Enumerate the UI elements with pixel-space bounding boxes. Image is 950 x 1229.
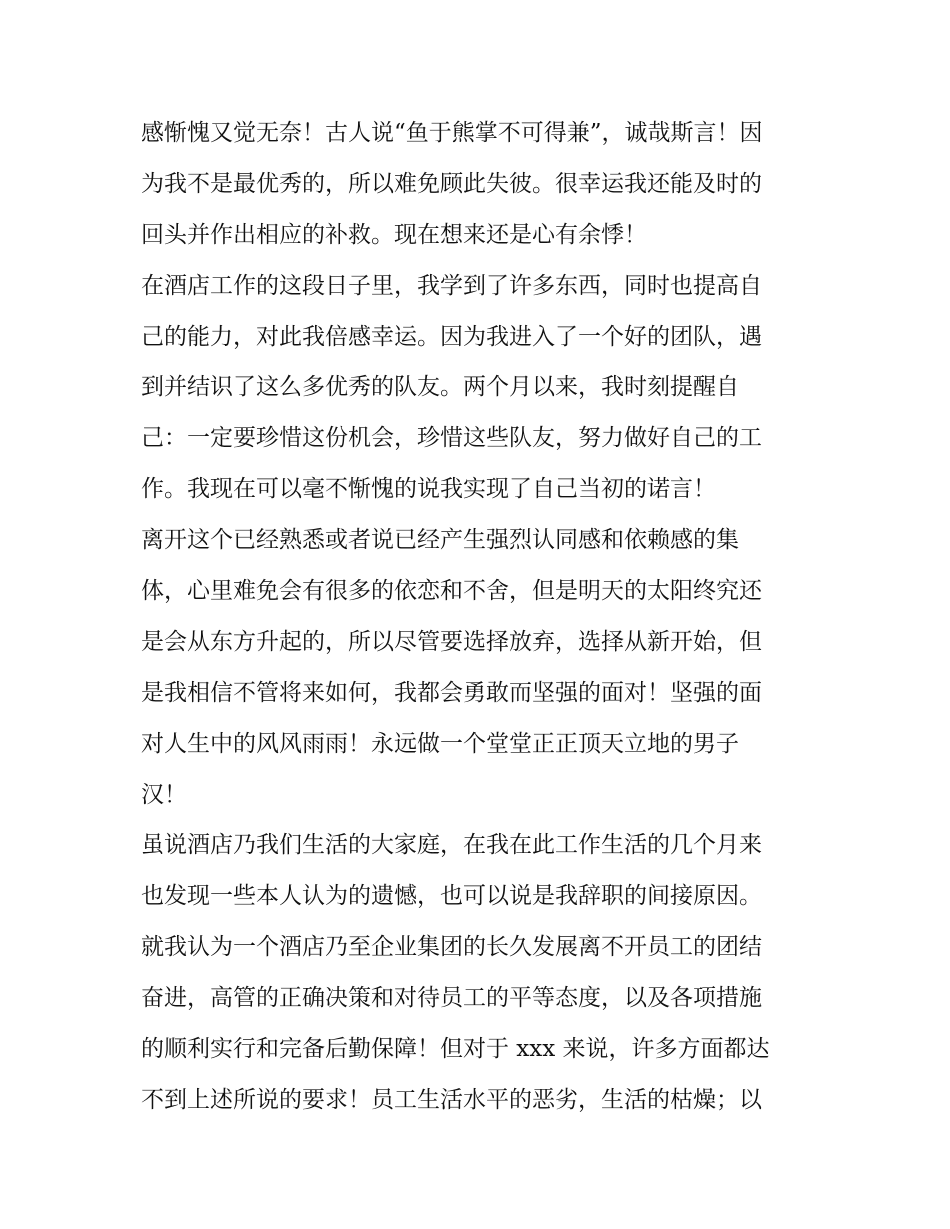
text-line-19: 的顺利实行和完备后勤保障！但对于 xxx 来说，许多方面都达 <box>141 1036 770 1063</box>
text-line-15: 虽说酒店乃我们生活的大家庭，在我在此工作生活的几个月来 <box>141 832 762 859</box>
text-line-2: 为我不是最优秀的，所以难免顾此失彼。很幸运我还能及时的 <box>141 170 762 197</box>
text-line-20: 不到上述所说的要求！员工生活水平的恶劣，生活的枯燥；以 <box>141 1086 762 1113</box>
text-line-11: 是会从东方升起的，所以尽管要选择放弃，选择从新开始，但 <box>141 628 762 655</box>
text-line-3: 回头并作出相应的补救。现在想来还是心有余悸！ <box>141 221 647 248</box>
text-line-8: 作。我现在可以毫不惭愧的说我实现了自己当初的诺言！ <box>141 476 716 503</box>
text-line-12: 是我相信不管将来如何，我都会勇敢而坚强的面对！坚强的面 <box>141 679 762 706</box>
text-line-5: 己的能力，对此我倍感幸运。因为我进入了一个好的团队，遇 <box>141 323 762 350</box>
text-line-17: 就我认为一个酒店乃至企业集团的长久发展离不开员工的团结 <box>141 934 762 961</box>
text-line-6: 到并结识了这么多优秀的队友。两个月以来，我时刻提醒自 <box>141 374 739 401</box>
text-line-18: 奋进，高管的正确决策和对待员工的平等态度，以及各项措施 <box>141 985 762 1012</box>
text-line-10: 体，心里难免会有很多的依恋和不舍，但是明天的太阳终究还 <box>141 578 762 605</box>
text-line-13: 对人生中的风风雨雨！永远做一个堂堂正正顶天立地的男子 <box>141 730 739 757</box>
text-line-9: 离开这个已经熟悉或者说已经产生强烈认同感和依赖感的集 <box>141 527 739 554</box>
text-line-1: 感惭愧又觉无奈！古人说“鱼于熊掌不可得兼”，诚哉斯言！因 <box>141 120 763 146</box>
document-body-text <box>141 108 821 1126</box>
text-line-4: 在酒店工作的这段日子里，我学到了许多东西，同时也提高自 <box>141 272 762 299</box>
text-line-16: 也发现一些本人认为的遗憾，也可以说是我辞职的间接原因。 <box>141 883 762 910</box>
text-line-7: 己：一定要珍惜这份机会，珍惜这些队友，努力做好自己的工 <box>141 425 762 452</box>
text-line-14: 汉！ <box>141 781 187 808</box>
